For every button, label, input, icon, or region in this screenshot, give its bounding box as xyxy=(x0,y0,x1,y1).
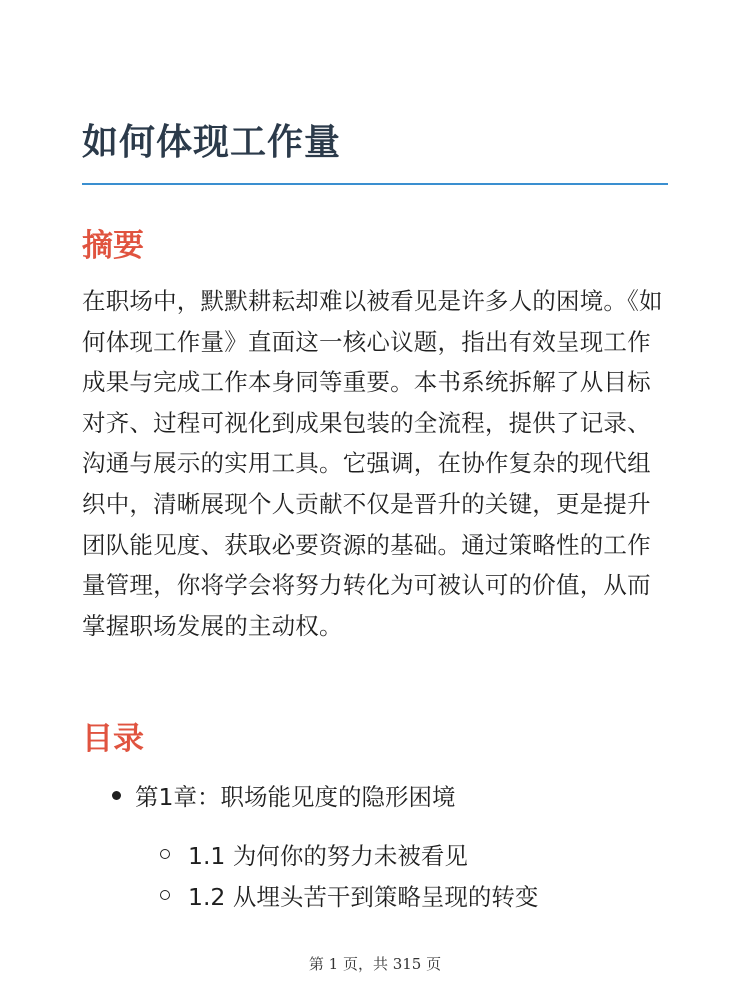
page-number-footer: 第 1 页，共 315 页 xyxy=(308,955,442,973)
bullet-circle-icon xyxy=(160,849,170,859)
toc-section-label: 1.1 为何你的努力未被看见 xyxy=(188,842,468,870)
bullet-circle-icon xyxy=(160,890,170,900)
toc-section-1-1[interactable] xyxy=(160,837,468,871)
toc-section-label: 1.2 从埋头苦干到策略呈现的转变 xyxy=(188,883,539,911)
toc-heading: 目录 xyxy=(82,721,144,757)
abstract-paragraph: 在职场中，默默耕耘却难以被看见是许多人的困境。《如何体现工作量》直面这一核心议题，指出有效呈现工作成果与完成工作本身同等重要。本书系统拆解了从目标对齐、过程可视化到成果包装的全流程，提供了记录、沟通与展示的实用工具。它强调，在协作复杂的现代组织中，清晰展现个人贡献不仅是晋升的关键，更是提升团队能见度、获取必要资源的基础。通过策略性的工作量管理，你将学会将努力转化为可被认可的价值，从而掌握职场发展的主动权。 xyxy=(82,287,663,640)
title-divider xyxy=(82,183,668,185)
abstract-heading: 摘要 xyxy=(82,228,144,264)
document-title: 如何体现工作量 xyxy=(82,122,342,163)
bullet-disc-icon xyxy=(112,791,121,800)
toc-section-1-2[interactable] xyxy=(160,878,538,912)
toc-chapter-1[interactable] xyxy=(112,778,455,812)
toc-chapter-label: 第1章：职场能见度的隐形困境 xyxy=(135,783,456,811)
